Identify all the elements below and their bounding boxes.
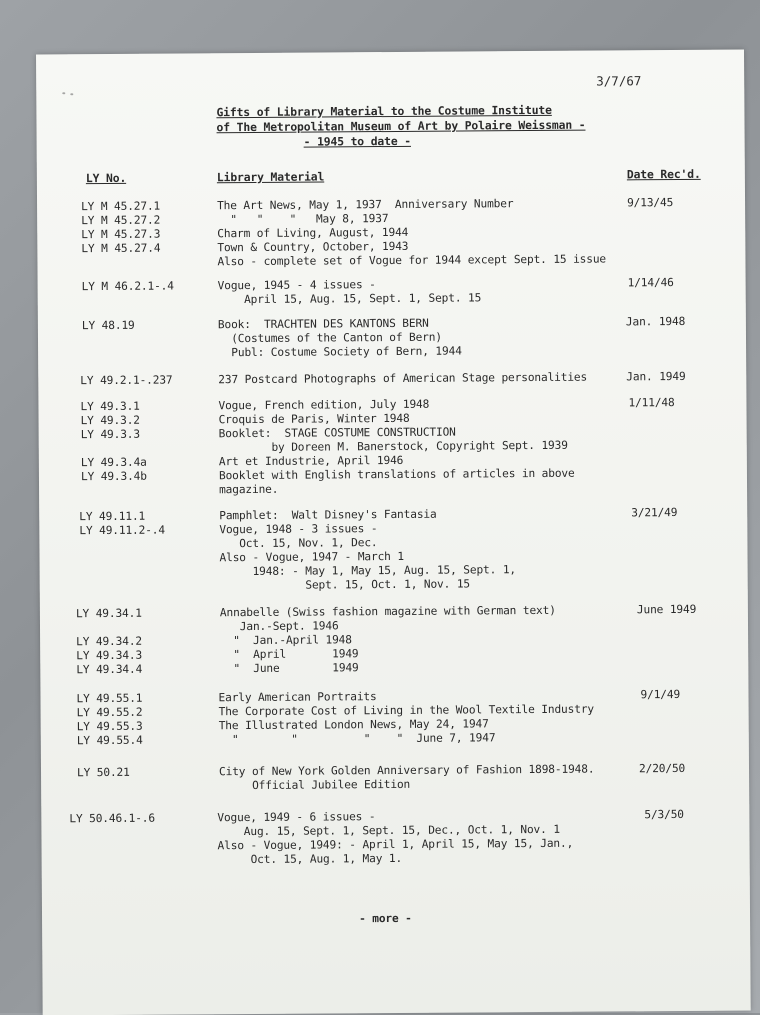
library-material-text: Vogue, French edition, July 1948 [218, 397, 430, 413]
library-material-text: " " " May 8, 1937 [217, 212, 389, 227]
library-material-text: Also - Vogue, 1949: - April 1, April 15, May 15, Jan., [217, 836, 574, 853]
title-line-3: - 1945 to date - [303, 133, 411, 149]
library-material-text: " " " " June 7, 1947 [218, 731, 496, 747]
paper-mark [70, 93, 73, 95]
ly-number: LY 50.21 [76, 765, 130, 780]
ly-number: LY M 45.27.1 [81, 199, 161, 214]
library-material-text: magazine. [219, 482, 279, 497]
date-received: 3/21/49 [631, 506, 678, 520]
date-received: 9/13/45 [627, 196, 674, 210]
library-material-text: Booklet: STAGE COSTUME CONSTRUCTION [218, 425, 456, 441]
library-material-text: Sept. 15, Oct. 1, Nov. 15 [219, 577, 471, 593]
library-material-text: Publ: Costume Society of Bern, 1944 [218, 344, 462, 360]
column-header-library-material: Library Material [216, 169, 325, 185]
ly-number: LY M 45.27.3 [81, 227, 161, 242]
library-material-text: Also - Vogue, 1947 - March 1 [219, 549, 404, 565]
library-material-text: City of New York Golden Anniversary of Fashion 1898-1948. [218, 762, 595, 779]
date-received: June 1949 [636, 602, 697, 617]
ly-number: LY M 45.27.2 [81, 213, 161, 228]
ly-number: LY 49.34.3 [76, 648, 143, 663]
date-received: 5/3/50 [644, 807, 684, 822]
library-material-text: Also - complete set of Vogue for 1944 except Sept. 15 issue [217, 252, 607, 269]
ly-number: LY 49.3.1 [80, 399, 140, 414]
ly-number: LY 49.11.2-.4 [79, 523, 166, 538]
ly-number: LY 48.19 [81, 318, 135, 333]
library-material-text: Charm of Living, August, 1944 [217, 225, 409, 241]
paper-mark [62, 92, 65, 94]
ly-number: LY 49.34.1 [75, 606, 142, 621]
library-material-text: Booklet with English translations of articles in above [218, 466, 575, 483]
date-received: Jan. 1948 [625, 314, 686, 329]
ly-number: LY 49.34.4 [76, 662, 143, 677]
ly-number: LY 49.11.1 [79, 509, 146, 524]
date-received: 1/11/48 [628, 396, 675, 410]
ly-number: LY 49.55.2 [76, 705, 143, 720]
library-material-text: Book: TRACHTEN DES KANTONS BERN [217, 316, 429, 332]
library-material-text: 237 Postcard Photographs of American Stage personalities [218, 370, 588, 387]
library-material-text: " April 1949 [220, 647, 359, 662]
column-header-ly-no: LY No. [85, 170, 127, 186]
ly-number: LY 49.55.1 [76, 691, 143, 706]
ly-number: LY 49.3.2 [80, 413, 140, 428]
library-material-text: " June 1949 [220, 661, 359, 676]
library-material-text: Oct. 15, Aug. 1, May 1. [217, 851, 403, 867]
library-material-text: (Costumes of the Canton of Bern) [217, 330, 442, 346]
library-material-text: " Jan.-April 1948 [220, 633, 352, 648]
ly-number: LY 49.55.4 [76, 733, 143, 748]
date-received: Jan. 1949 [626, 369, 686, 384]
library-material-text: 1948: - May 1, May 15, Aug. 15, Sept. 1, [219, 563, 517, 579]
library-material-text: The Illustrated London News, May 24, 1947 [218, 717, 489, 733]
library-material-text: The Corporate Cost of Living in the Wool Textile Industry [218, 702, 595, 719]
ly-number: LY 50.46.1-.6 [69, 811, 156, 826]
library-material-text: Art et Industrie, April 1946 [218, 453, 404, 469]
ly-number: LY 49.3.3 [80, 427, 140, 442]
library-material-text: Annabelle (Swiss fashion magazine with German text) [219, 603, 556, 620]
more-footer: - more - [359, 911, 412, 926]
column-header-date-received: Date Rec'd. [626, 166, 701, 182]
ly-number: LY 49.2.1-.237 [80, 373, 173, 388]
library-material-text: April 15, Aug. 15, Sept. 1, Sept. 15 [217, 291, 482, 307]
library-material-text: Official Jubilee Edition [219, 777, 411, 793]
date-received: 2/20/50 [638, 761, 686, 776]
ly-number: LY 49.3.4a [80, 455, 147, 470]
library-material-text: Vogue, 1949 - 6 issues - [217, 810, 376, 825]
library-material-text: Town & Country, October, 1943 [217, 239, 409, 255]
library-material-text: The Art News, May 1, 1937 Anniversary Number [217, 197, 514, 213]
library-material-text: Vogue, 1948 - 3 issues - [219, 522, 378, 537]
title-line-1: Gifts of Library Material to the Costume Institute [216, 102, 552, 120]
date-stamp: 3/7/67 [596, 73, 642, 89]
library-material-text: Jan.-Sept. 1946 [219, 619, 339, 634]
ly-number: LY M 46.2.1-.4 [81, 279, 174, 294]
date-received: 1/14/46 [627, 276, 674, 290]
library-material-text: Early American Portraits [218, 690, 377, 705]
date-received: 9/1/49 [640, 687, 681, 702]
ly-number: LY 49.34.2 [76, 634, 143, 649]
document-page [36, 50, 751, 1015]
library-material-text: Vogue, 1945 - 4 issues - [217, 278, 376, 293]
ly-number: LY 49.55.3 [76, 719, 143, 734]
ly-number: LY M 45.27.4 [81, 241, 161, 256]
title-line-2: of The Metropolitan Museum of Art by Polaire Weissman - [216, 117, 586, 135]
library-material-text: Oct. 15, Nov. 1, Dec. [219, 536, 378, 551]
ly-number: LY 49.3.4b [80, 469, 147, 484]
library-material-text: Croquis de Paris, Winter 1948 [218, 411, 410, 427]
library-material-text: Pamphlet: Walt Disney's Fantasia [219, 507, 437, 523]
library-material-text: by Doreen M. Banerstock, Copyright Sept. 1939 [218, 438, 568, 455]
library-material-text: Aug. 15, Sept. 1, Sept. 15, Dec., Oct. 1, Nov. 1 [217, 822, 560, 839]
